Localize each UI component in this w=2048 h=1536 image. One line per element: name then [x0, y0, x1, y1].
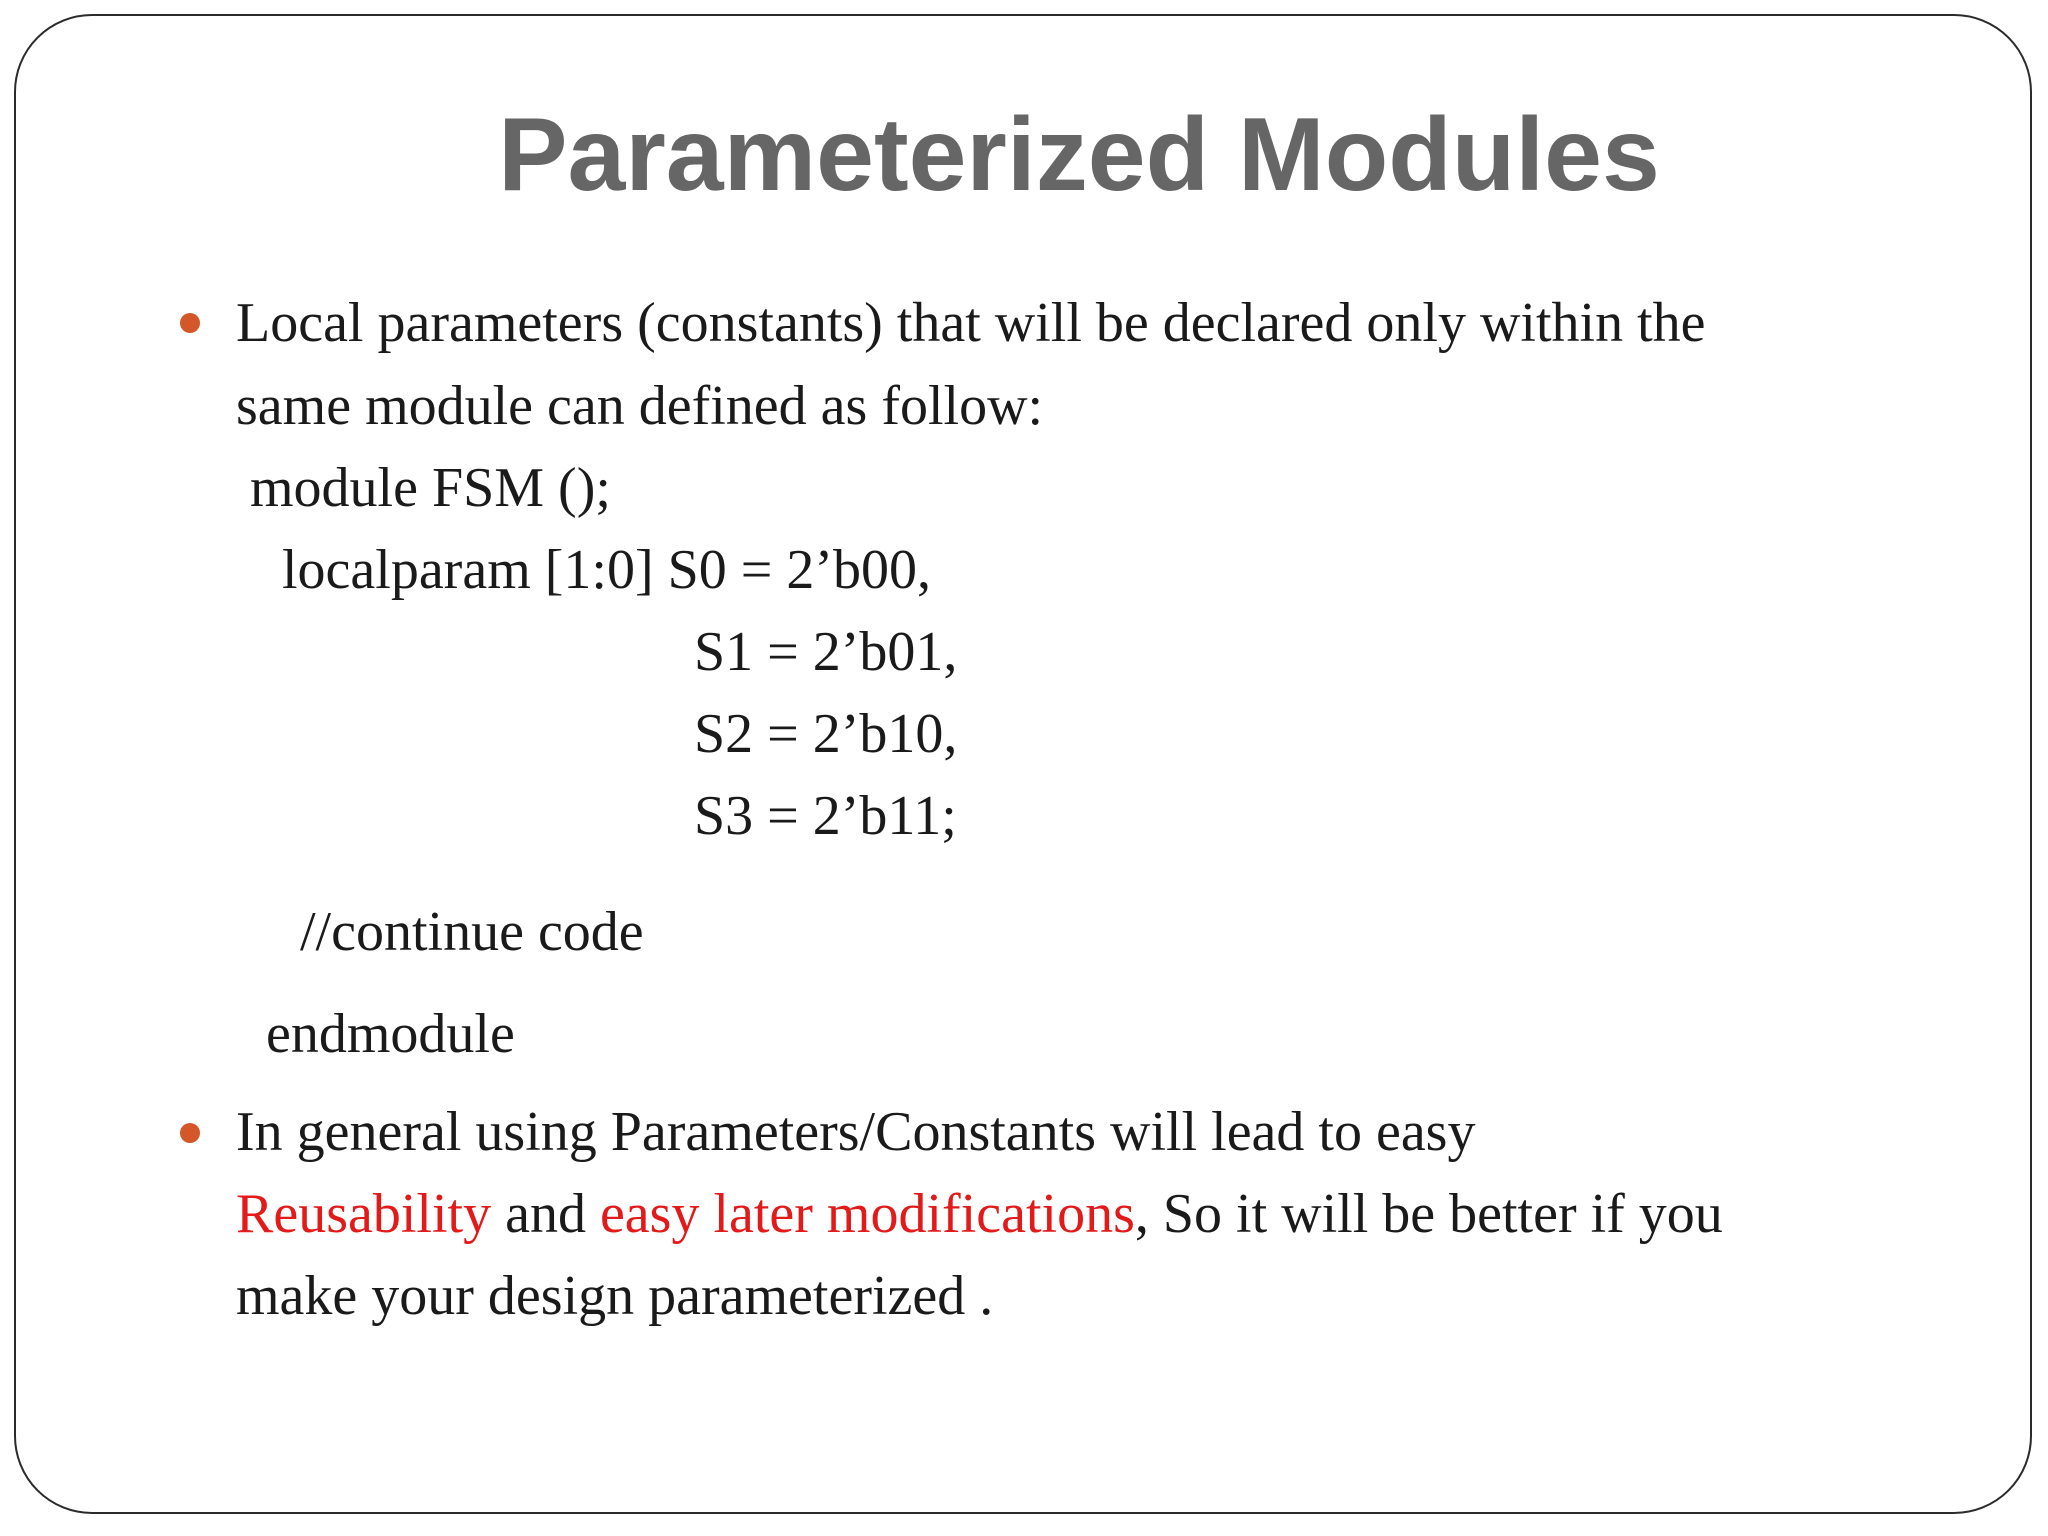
bullet2-line1: In general using Parameters/Constants will lead to easy [236, 1101, 1476, 1163]
bullet-dot-1 [180, 313, 200, 333]
bullet2-line2 [236, 1182, 1723, 1246]
bullet2-line3: make your design parameterized . [236, 1265, 994, 1327]
code-module-line: module FSM (); [250, 457, 611, 519]
code-s2-line: S2 = 2’b10, [694, 703, 958, 765]
code-s3-line: S3 = 2’b11; [694, 785, 957, 847]
slide-title: Parameterized Modules [498, 97, 1660, 213]
code-comment-line: //continue code [300, 901, 644, 963]
bullet2-text-and: and [491, 1183, 600, 1245]
code-localparam-line: localparam [1:0] S0 = 2’b00, [282, 539, 931, 601]
bullet1-line2: same module can defined as follow: [236, 375, 1044, 437]
bullet-dot-2 [180, 1123, 200, 1143]
code-s1-line: S1 = 2’b01, [694, 621, 958, 683]
bullet1-line1: Local parameters (constants) that will be declared only within the [236, 292, 1706, 354]
highlight-easy-modifications: easy later modifications [599, 1183, 1135, 1245]
highlight-reusability: Reusability [236, 1183, 492, 1245]
bullet2-text-rest: , So it will be better if you [1134, 1183, 1723, 1245]
code-end-line: endmodule [266, 1003, 515, 1065]
